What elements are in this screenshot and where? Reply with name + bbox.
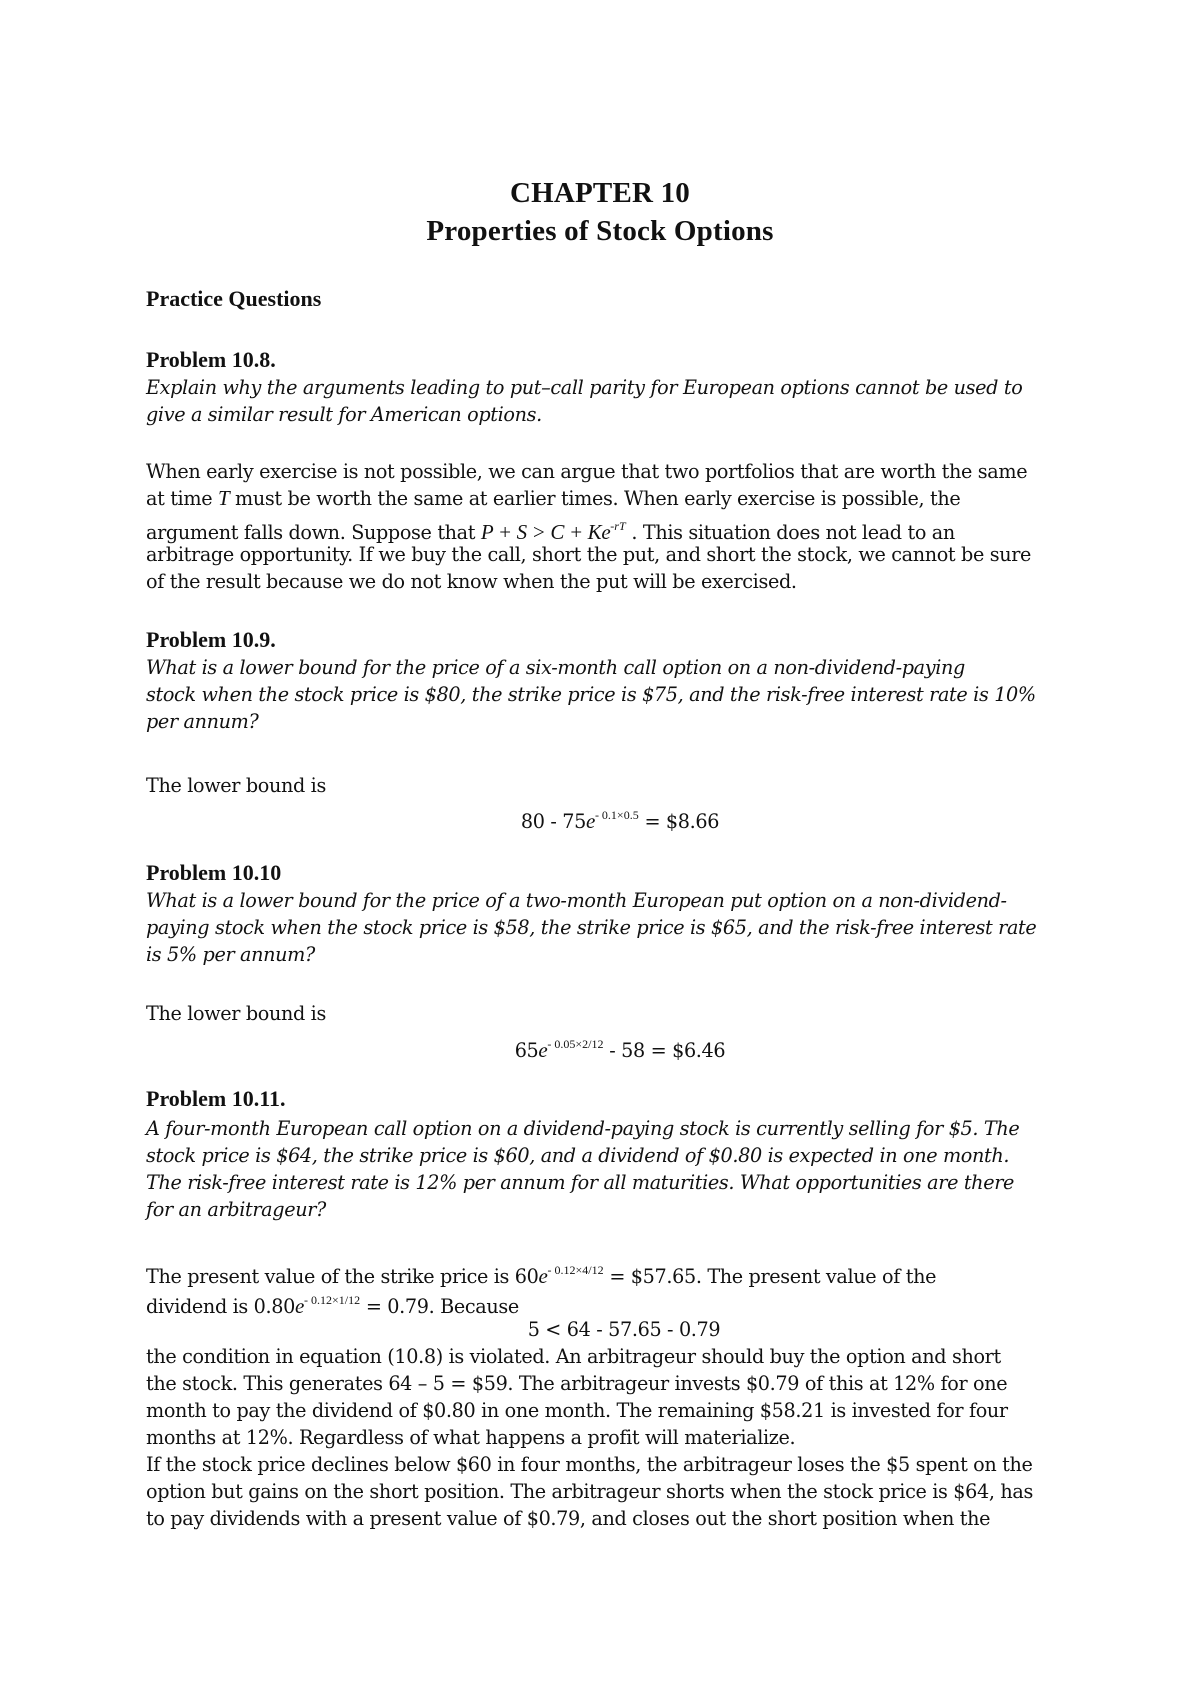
answer-text: . Because <box>428 1295 519 1318</box>
problem-10-11-body-line: option but gains on the short position. The arbitrageur shorts when the stock price is $64, has <box>146 1480 1033 1503</box>
problem-10-9-question-line: What is a lower bound for the price of a six-month call option on a non-dividend-paying <box>146 656 965 679</box>
chapter-subtitle: Properties of Stock Options <box>426 215 774 247</box>
eq-e: e <box>585 809 595 833</box>
eq-e: e <box>294 1294 304 1318</box>
problem-10-9-equation <box>0 802 1200 835</box>
math-exponent: -rT <box>610 519 626 533</box>
problem-10-11-inequality: 5 < 64 - 57.65 - 0.79 <box>527 1318 721 1341</box>
problem-10-10-intro: The lower bound is <box>146 1002 326 1025</box>
problem-10-9-question-line: stock when the stock price is $80, the strike price is $75, and the risk-free interest rate is 10% <box>146 683 1036 706</box>
answer-text: argument falls down. Suppose that <box>146 521 476 544</box>
problem-10-11-label: Problem 10.11. <box>146 1086 286 1111</box>
eq-result: = $57.65 <box>603 1265 696 1288</box>
problem-10-10-label: Problem 10.10 <box>146 860 282 885</box>
math-inequality: P + S > C + Ke <box>480 520 611 544</box>
problem-10-11-body-line: the stock. This generates 64 – 5 = $59. The arbitrageur invests $0.79 of this at 12% for one <box>146 1372 1008 1395</box>
eq-exponent: - 0.12×4/12 <box>547 1263 604 1277</box>
eq-text: 65 <box>514 1039 539 1062</box>
problem-10-10-question-line: paying stock when the stock price is $58, the strike price is $65, and the risk-free interest rate <box>146 916 1037 939</box>
problem-10-8-answer-line: arbitrage opportunity. If we buy the call, short the put, and short the stock, we cannot be sure <box>146 543 1032 566</box>
problem-10-8-question-line: give a similar result for American options. <box>146 403 542 426</box>
eq-result: = 0.79 <box>360 1295 429 1318</box>
problem-10-10-equation <box>0 1031 1200 1064</box>
problem-10-11-pv-line <box>146 1257 936 1290</box>
problem-10-11-body-line: months at 12%. Regardless of what happens a profit will materialize. <box>146 1426 796 1449</box>
problem-10-8-answer-line: of the result because we do not know when the put will be exercised. <box>146 570 797 593</box>
section-heading: Practice Questions <box>146 286 322 311</box>
answer-text: at time <box>146 487 213 510</box>
eq-exponent: - 0.1×0.5 <box>594 808 639 822</box>
answer-text: The present value of the strike price is <box>146 1265 510 1288</box>
problem-10-10-question-line: is 5% per annum? <box>146 943 315 966</box>
answer-text: . The present value of the <box>695 1265 937 1288</box>
problem-10-8-question-line: Explain why the arguments leading to put–call parity for European options cannot be used to <box>146 376 1023 399</box>
problem-10-11-body-line: to pay dividends with a present value of $0.79, and closes out the short position when the <box>146 1507 991 1530</box>
problem-10-9-question-line: per annum? <box>146 710 259 733</box>
problem-10-8-answer-line <box>146 485 960 512</box>
answer-text: dividend is <box>146 1295 248 1318</box>
problem-10-11-question-line: for an arbitrageur? <box>146 1198 326 1221</box>
eq-text: 0.80 <box>253 1295 295 1318</box>
problem-10-11-question-line: The risk-free interest rate is 12% per annum for all maturities. What opportunities are there <box>146 1171 1015 1194</box>
problem-10-8-label: Problem 10.8. <box>146 347 276 372</box>
eq-text: 80 - 75 <box>520 810 586 833</box>
chapter-title: CHAPTER 10 <box>509 177 691 209</box>
problem-10-10-question-line: What is a lower bound for the price of a two-month European put option on a non-dividend- <box>146 889 1007 912</box>
eq-text: 60 <box>514 1265 539 1288</box>
problem-10-9-intro: The lower bound is <box>146 774 326 797</box>
eq-e: e <box>538 1038 548 1062</box>
math-variable: T <box>217 486 230 510</box>
problem-10-9-label: Problem 10.9. <box>146 627 276 652</box>
problem-10-11-question-line: A four-month European call option on a dividend-paying stock is currently selling for $5. The <box>146 1117 1020 1140</box>
problem-10-11-body-line: month to pay the dividend of $0.80 in one month. The remaining $58.21 is invested for four <box>146 1399 1008 1422</box>
problem-10-11-body-line: If the stock price declines below $60 in four months, the arbitrageur loses the $5 spent on the <box>146 1453 1033 1476</box>
eq-result: = $8.66 <box>638 810 720 833</box>
answer-text: . This situation does not lead to an <box>631 521 955 544</box>
answer-text: must be worth the same at earlier times. When early exercise is possible, the <box>235 487 961 510</box>
eq-exponent: - 0.12×1/12 <box>303 1293 361 1307</box>
problem-10-11-question-line: stock price is $64, the strike price is $60, and a dividend of $0.80 is expected in one month. <box>146 1144 1010 1167</box>
eq-result: - 58 = $6.46 <box>603 1039 726 1062</box>
problem-10-8-answer-line: When early exercise is not possible, we can argue that two portfolios that are worth the same <box>146 460 1028 483</box>
problem-10-11-body-line: the condition in equation (10.8) is violated. An arbitrageur should buy the option and short <box>146 1345 1001 1368</box>
eq-e: e <box>538 1264 548 1288</box>
eq-exponent: - 0.05×2/12 <box>547 1037 604 1051</box>
